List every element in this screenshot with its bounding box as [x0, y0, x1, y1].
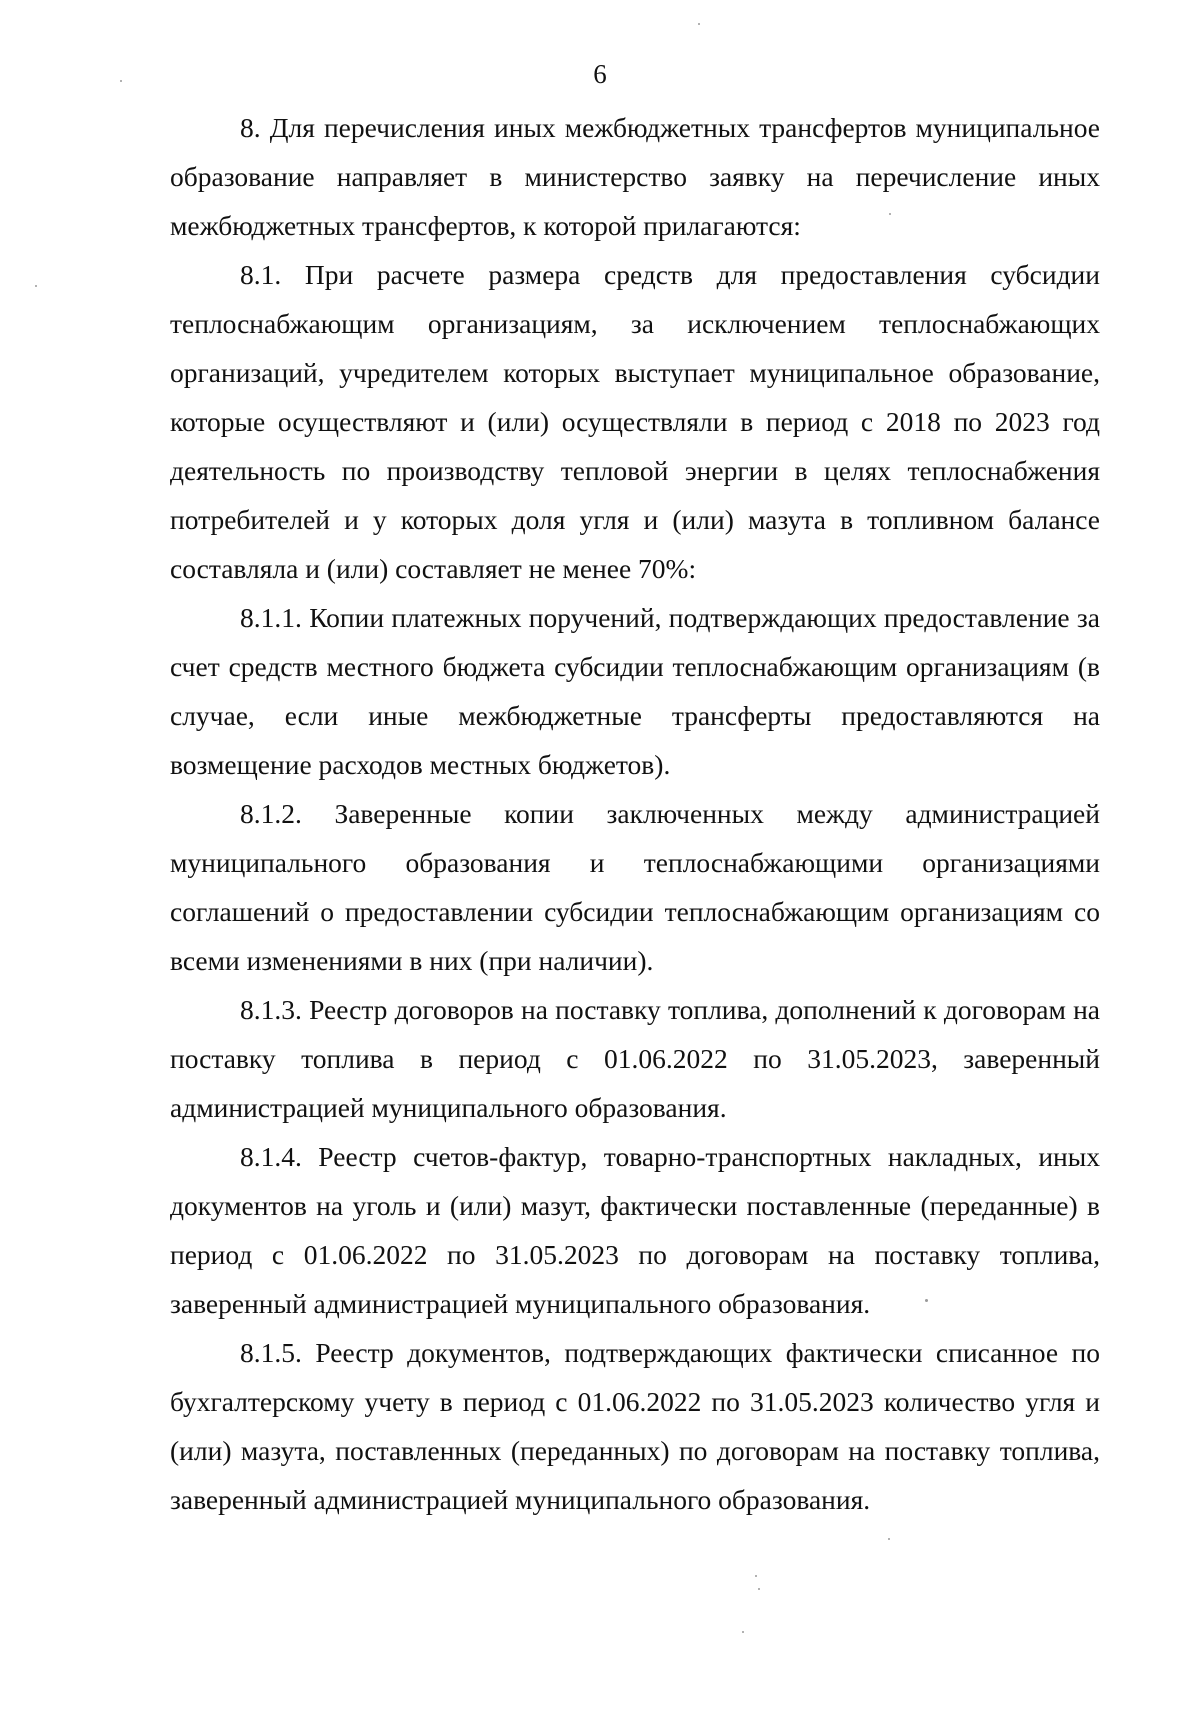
page-number: 6 [593, 59, 607, 89]
paragraph-8-1-4: 8.1.4. Реестр счетов-фактур, товарно-транспортных накладных, иных документов на уголь и (или) мазут, фактически поставленные (переданные) в период с 01.06.2022 по 31.05.2023 по договорам на поставку топлива, заверенный администрацией муниципального образования. [170, 1141, 1100, 1319]
scan-speck [742, 1631, 744, 1633]
document-body [170, 103, 1100, 1524]
scan-speck [889, 213, 891, 215]
scan-speck [755, 1575, 757, 1577]
scan-speck [888, 1538, 890, 1540]
paragraph-8-1-3: 8.1.3. Реестр договоров на поставку топлива, дополнений к договорам на поставку топлива в период с 01.06.2022 по 31.05.2023, заверенный администрацией муниципального образования. [170, 994, 1100, 1123]
scan-speck [35, 285, 37, 287]
scan-speck [120, 80, 122, 82]
paragraph-8-1: 8.1. При расчете размера средств для предоставления субсидии теплоснабжающим организациям, за исключением теплоснабжающих организаций, учредителем которых выступает муниципальное образование, которые осуществляют и (или) осуществляли в период с 2018 по 2023 год деятельность по производству тепловой энергии в целях теплоснабжения потребителей и у которых доля угля и (или) мазута в топливном балансе составляла и (или) составляет не менее 70%: [170, 259, 1100, 584]
scan-speck [925, 1299, 928, 1302]
paragraph-8-1-1: 8.1.1. Копии платежных поручений, подтверждающих предоставление за счет средств местного бюджета субсидии теплоснабжающим организациям (в случае, если иные межбюджетные трансферты предоставляются на возмещение расходов местных бюджетов). [170, 602, 1100, 780]
paragraph-8-1-2: 8.1.2. Заверенные копии заключенных между администрацией муниципального образования и теплоснабжающими организациями соглашений о предоставлении субсидии теплоснабжающим организациям со всеми изменениями в них (при наличии). [170, 798, 1100, 976]
scan-speck [698, 23, 700, 25]
scan-speck [758, 1588, 760, 1590]
paragraph-8-1-5: 8.1.5. Реестр документов, подтверждающих фактически списанное по бухгалтерскому учету в период с 01.06.2022 по 31.05.2023 количество угля и (или) мазута, поставленных (переданных) по договорам на поставку топлива, заверенный администрацией муниципального образования. [170, 1337, 1100, 1515]
paragraph-8: 8. Для перечисления иных межбюджетных трансфертов муниципальное образование направляет в министерство заявку на перечисление иных межбюджетных трансфертов, к которой прилагаются: [170, 112, 1100, 241]
